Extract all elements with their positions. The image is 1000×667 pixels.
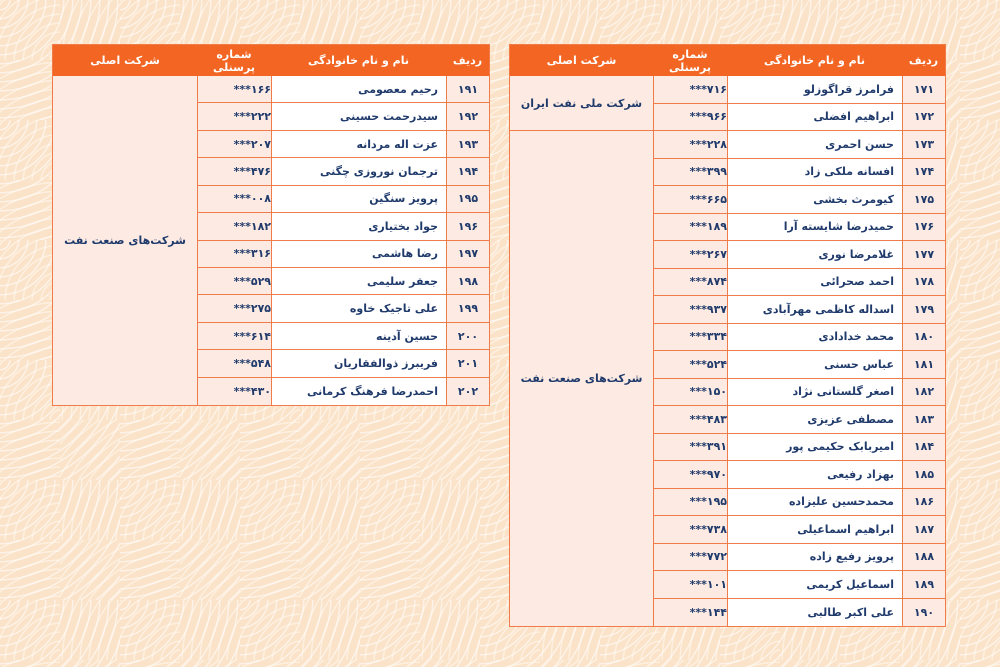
row-index: ۱۷۷ (902, 241, 945, 268)
row-index: ۱۹۸ (446, 268, 489, 294)
table-header (53, 45, 489, 76)
row-index: ۲۰۱ (446, 350, 489, 376)
row-personnel-number: ***۲۲۸ (653, 131, 727, 158)
row-personnel-number: ***۶۶۵ (653, 186, 727, 213)
table-body (53, 76, 489, 405)
row-personnel-number: ***۵۴۸ (197, 350, 271, 376)
row-index: ۱۹۷ (446, 241, 489, 267)
row-index: ۱۹۳ (446, 131, 489, 157)
table-row (197, 350, 489, 377)
row-name: پرویز سنگین (271, 186, 446, 212)
header-name: نام و نام خانوادگی (764, 54, 865, 67)
row-index: ۱۷۱ (902, 76, 945, 103)
row-personnel-number: ***۳۱۶ (197, 241, 271, 267)
row-name: امیربابک حکیمی پور (727, 434, 902, 461)
header-company: شرکت اصلی (546, 54, 617, 67)
table-row (653, 544, 945, 572)
row-index: ۱۹۵ (446, 186, 489, 212)
table-row (653, 214, 945, 242)
row-index: ۱۸۷ (902, 516, 945, 543)
row-personnel-number: ***۱۰۱ (653, 571, 727, 598)
row-personnel-number: ***۹۷۰ (653, 461, 727, 488)
table-row (653, 296, 945, 324)
header-index: ردیف (908, 54, 939, 67)
row-name: ترجمان نوروزی چگنی (271, 158, 446, 184)
row-index: ۱۷۶ (902, 214, 945, 241)
row-index: ۲۰۲ (446, 378, 489, 405)
table-row (653, 159, 945, 187)
table-row (197, 323, 489, 350)
row-personnel-number: ***۲۷۵ (197, 295, 271, 321)
table-row (197, 103, 489, 130)
table-row (653, 186, 945, 214)
row-personnel-number: ***۴۳۰ (197, 378, 271, 405)
row-name: رضا هاشمی (271, 241, 446, 267)
row-index: ۱۹۱ (446, 76, 489, 102)
row-index: ۱۸۰ (902, 324, 945, 351)
row-personnel-number: ***۱۹۵ (653, 489, 727, 516)
row-name: عباس حسنی (727, 351, 902, 378)
row-index: ۱۸۹ (902, 571, 945, 598)
row-name: سیدرحمت حسینی (271, 103, 446, 129)
row-personnel-number: ***۶۱۴ (197, 323, 271, 349)
table-row (653, 379, 945, 407)
row-index: ۲۰۰ (446, 323, 489, 349)
row-personnel-number: ***۵۲۴ (653, 351, 727, 378)
row-name: غلامرضا نوری (727, 241, 902, 268)
table-row (197, 378, 489, 405)
table-row (653, 241, 945, 269)
table-row (653, 434, 945, 462)
row-personnel-number: ***۷۷۲ (653, 544, 727, 571)
row-personnel-number: ***۹۳۷ (653, 296, 727, 323)
row-index: ۱۷۹ (902, 296, 945, 323)
table-row (653, 351, 945, 379)
row-name: محمدحسین علیزاده (727, 489, 902, 516)
company-cell: شرکت‌های صنعت نفت (64, 234, 186, 247)
row-personnel-number: ***۳۹۹ (653, 159, 727, 186)
row-index: ۱۹۴ (446, 158, 489, 184)
row-name: حسین آدینه (271, 323, 446, 349)
row-personnel-number: ***۰۰۸ (197, 186, 271, 212)
row-name: مصطفی عزیزی (727, 406, 902, 433)
table-row (653, 599, 945, 627)
row-name: علی تاجیک خاوه (271, 295, 446, 321)
table-row (197, 186, 489, 213)
table-row (197, 158, 489, 185)
row-name: ابراهیم اسماعیلی (727, 516, 902, 543)
company-column (510, 76, 653, 626)
table-row (653, 571, 945, 599)
row-name: فریبرز ذوالفقاریان (271, 350, 446, 376)
row-personnel-number: ***۱۸۲ (197, 213, 271, 239)
row-index: ۱۸۴ (902, 434, 945, 461)
personnel-table-left (52, 44, 490, 406)
row-personnel-number: ***۳۳۴ (653, 324, 727, 351)
table-row (197, 213, 489, 240)
header-name: نام و نام خانوادگی (308, 54, 409, 67)
table-row (653, 489, 945, 517)
company-cell: شرکت ملی نفت ایران (510, 76, 653, 131)
header-company: شرکت اصلی (90, 54, 160, 67)
row-name: افسانه ملکی زاد (727, 159, 902, 186)
table-row (653, 269, 945, 297)
row-name: اسداله کاظمی مهرآبادی (727, 296, 902, 323)
row-personnel-number: ***۷۱۶ (653, 76, 727, 103)
row-personnel-number: ***۱۸۹ (653, 214, 727, 241)
table-row (653, 324, 945, 352)
table-row (653, 104, 945, 132)
row-personnel-number: ***۲۲۲ (197, 103, 271, 129)
row-personnel-number: ***۱۴۴ (653, 599, 727, 627)
header-number: شماره پرسنلی (213, 47, 255, 74)
table-row (653, 461, 945, 489)
company-cell: شرکت‌های صنعت نفت (520, 372, 643, 385)
table-row (653, 516, 945, 544)
row-personnel-number: ***۲۶۷ (653, 241, 727, 268)
row-index: ۱۸۸ (902, 544, 945, 571)
row-index: ۱۸۵ (902, 461, 945, 488)
table-row (653, 76, 945, 104)
row-index: ۱۹۹ (446, 295, 489, 321)
table-header (510, 45, 945, 76)
table-row (197, 295, 489, 322)
row-name: ابراهیم افضلی (727, 104, 902, 131)
row-name: علی اکبر طالبی (727, 599, 902, 627)
row-personnel-number: ***۱۶۶ (197, 76, 271, 102)
row-index: ۱۷۳ (902, 131, 945, 158)
row-personnel-number: ***۸۷۴ (653, 269, 727, 296)
row-personnel-number: ***۱۵۰ (653, 379, 727, 406)
row-index: ۱۹۰ (902, 599, 945, 627)
table-row (197, 76, 489, 103)
personnel-table-right (509, 44, 946, 627)
row-name: عزت اله مردانه (271, 131, 446, 157)
row-index: ۱۷۵ (902, 186, 945, 213)
row-personnel-number: ***۲۰۷ (197, 131, 271, 157)
row-index: ۱۷۸ (902, 269, 945, 296)
row-name: محمد خدادادی (727, 324, 902, 351)
row-index: ۱۷۲ (902, 104, 945, 131)
row-personnel-number: ***۴۷۶ (197, 158, 271, 184)
row-name: کیومرث بخشی (727, 186, 902, 213)
row-personnel-number: ***۳۹۱ (653, 434, 727, 461)
rows-column (653, 76, 945, 626)
row-name: بهزاد رفیعی (727, 461, 902, 488)
table-row (197, 241, 489, 268)
row-name: فرامرز قراگوزلو (727, 76, 902, 103)
row-personnel-number: ***۴۸۳ (653, 406, 727, 433)
row-name: جعفر سلیمی (271, 268, 446, 294)
row-name: حسن احمری (727, 131, 902, 158)
header-number: شماره پرسنلی (669, 47, 711, 74)
row-index: ۱۸۶ (902, 489, 945, 516)
table-row (197, 268, 489, 295)
row-name: اصغر گلستانی نژاد (727, 379, 902, 406)
row-personnel-number: ***۵۲۹ (197, 268, 271, 294)
row-index: ۱۸۳ (902, 406, 945, 433)
row-personnel-number: ***۹۶۶ (653, 104, 727, 131)
table-row (197, 131, 489, 158)
row-index: ۱۸۲ (902, 379, 945, 406)
row-name: احمدرضا فرهنگ کرمانی (271, 378, 446, 405)
row-index: ۱۷۴ (902, 159, 945, 186)
row-name: رحیم معصومی (271, 76, 446, 102)
table-body (510, 76, 945, 626)
row-personnel-number: ***۷۳۸ (653, 516, 727, 543)
row-index: ۱۹۲ (446, 103, 489, 129)
rows-column (197, 76, 489, 405)
header-index: ردیف (452, 54, 483, 67)
row-name: اسماعیل کریمی (727, 571, 902, 598)
row-name: جواد بختیاری (271, 213, 446, 239)
row-index: ۱۸۱ (902, 351, 945, 378)
row-name: پرویز رفیع زاده (727, 544, 902, 571)
row-name: احمد صحرائی (727, 269, 902, 296)
table-row (653, 131, 945, 159)
table-row (653, 406, 945, 434)
company-column (53, 76, 197, 405)
row-name: حمیدرضا شایسته آرا (727, 214, 902, 241)
row-index: ۱۹۶ (446, 213, 489, 239)
